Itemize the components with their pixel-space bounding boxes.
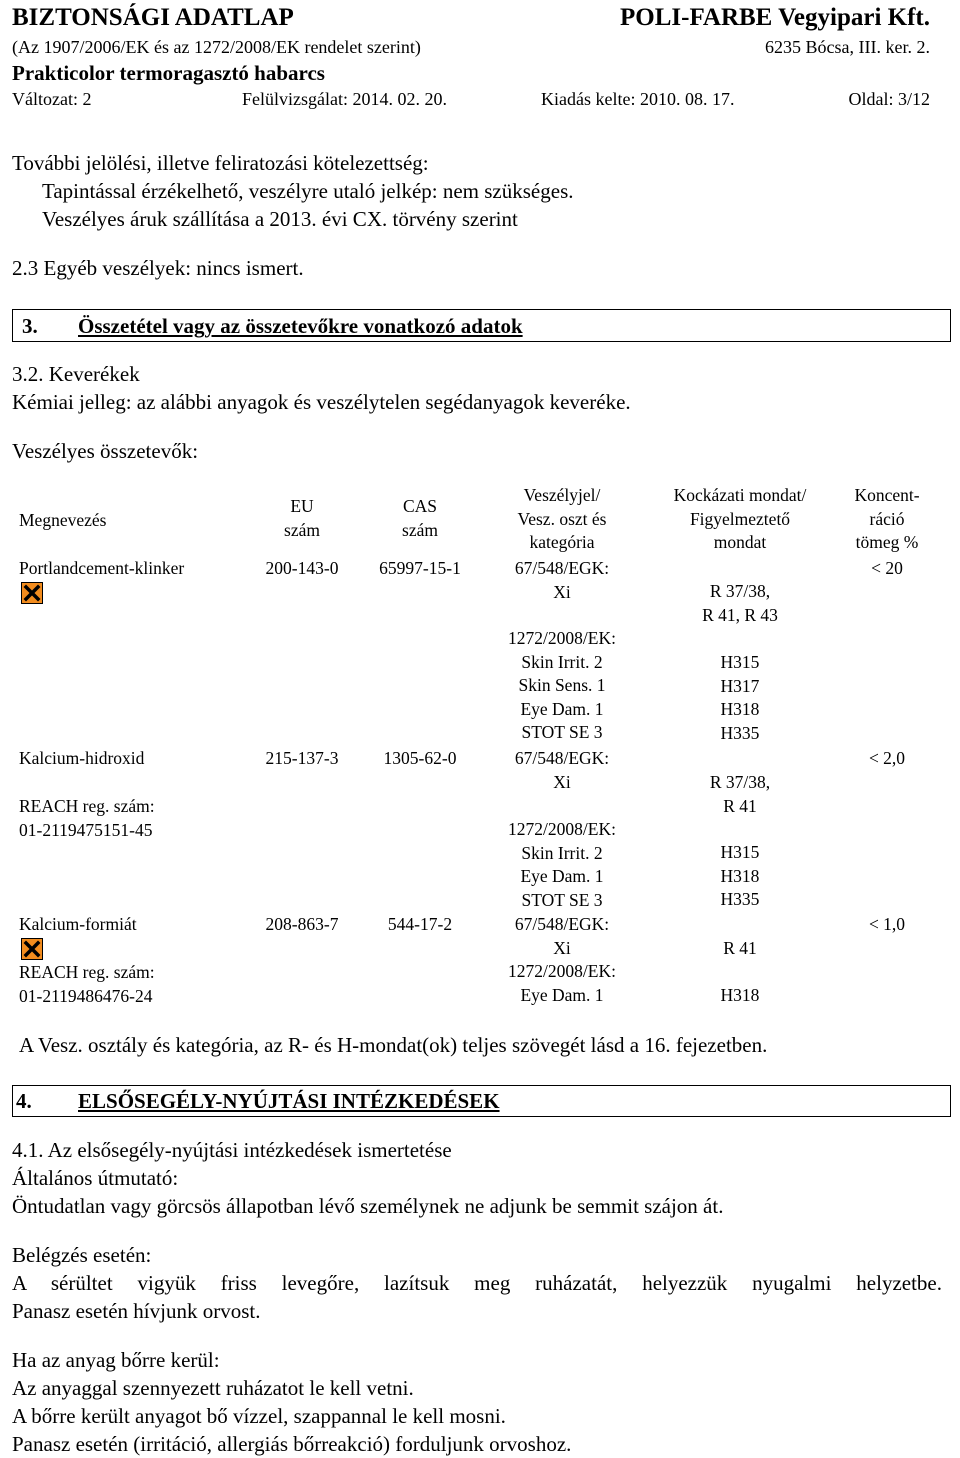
row1-cas: 65997-15-1 <box>379 558 461 578</box>
skin-contact-text-2: A bőrre került anyagot bő vízzel, szappannal le kell mosni. <box>12 1404 506 1428</box>
section4-number: 4. <box>16 1089 32 1113</box>
row1-name: Portlandcement-klinker <box>19 558 185 578</box>
revision-date: Felülvizsgálat: 2014. 02. 20. <box>242 89 447 109</box>
row1-h-phrases: H315 H317 H318 H335 <box>720 652 760 743</box>
row2-reach: REACH reg. szám: 01-2119475151-45 <box>19 796 155 840</box>
page-number: Oldal: 3/12 <box>848 89 930 109</box>
issue-date: Kiadás kelte: 2010. 08. 17. <box>541 89 735 109</box>
row3-h-phrases: H318 <box>720 985 760 1005</box>
row2-r-phrases: R 37/38, R 41 <box>709 772 771 816</box>
section3-number: 3. <box>22 314 38 338</box>
row1-class-eu: 67/548/EGK: Xi <box>514 558 610 602</box>
row2-name: Kalcium-hidroxid <box>19 748 145 768</box>
first-aid-subheading: 4.1. Az elsősegély-nyújtási intézkedések ismertetése <box>12 1138 452 1162</box>
skin-contact-text-1: Az anyaggal szennyezett ruházatot le kell vetni. <box>12 1376 414 1400</box>
row2-concentration: < 2,0 <box>868 748 906 768</box>
row1-eu: 200-143-0 <box>265 558 339 578</box>
row1-r-phrases: R 37/38, R 41, R 43 <box>702 581 778 625</box>
mixtures-heading: 3.2. Keverékek <box>12 362 140 386</box>
col-header-phrases: Kockázati mondat/ Figyelmeztető mondat <box>673 485 807 552</box>
regulation-note: (Az 1907/2006/EK és az 1272/2008/EK rendelet szerint) <box>12 37 421 57</box>
section4-title: ELSŐSEGÉLY-NYÚJTÁSI INTÉZKEDÉSEK <box>78 1089 500 1113</box>
section3-title: Összetétel vagy az összetevőkre vonatkozó adatok <box>78 314 523 338</box>
row1-concentration: < 20 <box>871 558 903 578</box>
doc-title: BIZTONSÁGI ADATLAP <box>12 4 294 31</box>
skin-contact-text-3: Panasz esetén (irritáció, allergiás bőrreakció) forduljunk orvoshoz. <box>12 1432 572 1456</box>
row2-cas: 1305-62-0 <box>383 748 457 768</box>
hazard-xi-icon <box>21 582 43 604</box>
row1-class-clp: 1272/2008/EK: Skin Irrit. 2 Skin Sens. 1 Eye Dam. 1 STOT SE 3 <box>508 628 616 742</box>
col-header-name: Megnevezés <box>19 510 107 530</box>
row2-class-clp: 1272/2008/EK: Skin Irrit. 2 Eye Dam. 1 STOT SE 3 <box>508 819 616 910</box>
row3-name: Kalcium-formiát <box>19 914 137 934</box>
chemical-nature: Kémiai jelleg: az alábbi anyagok és veszélytelen segédanyagok keveréke. <box>12 390 631 414</box>
version: Változat: 2 <box>12 89 92 109</box>
company-address: 6235 Bócsa, III. ker. 2. <box>765 37 930 57</box>
company-name: POLI-FARBE Vegyipari Kft. <box>620 4 930 31</box>
row3-concentration: < 1,0 <box>868 914 906 934</box>
col-header-concentration: Koncent- ráció tömeg % <box>854 485 920 552</box>
inhalation-label: Belégzés esetén: <box>12 1243 152 1267</box>
transport-law: Veszélyes áruk szállítása a 2013. évi CX. törvény szerint <box>42 207 518 231</box>
col-header-cas: CAS szám <box>402 496 438 540</box>
labelling-obligation: További jelölési, illetve feliratozási kötelezettség: <box>12 151 429 175</box>
hazard-xi-icon <box>21 938 43 960</box>
row3-cas: 544-17-2 <box>387 914 453 934</box>
inhalation-text: A sérültet vigyük friss levegőre, lazítsuk meg ruházatát, helyezzük nyugalmi helyzetbe. <box>12 1271 942 1295</box>
tactile-warning: Tapintással érzékelhető, veszélyre utaló jelkép: nem szükséges. <box>42 179 574 203</box>
general-guidance-label: Általános útmutató: <box>12 1166 179 1190</box>
col-header-class: Veszélyjel/ Vesz. oszt és kategória <box>517 485 607 552</box>
row3-r-phrases: R 41 <box>723 938 757 958</box>
row2-eu: 215-137-3 <box>265 748 339 768</box>
other-hazards: 2.3 Egyéb veszélyek: nincs ismert. <box>12 256 304 280</box>
row3-eu: 208-863-7 <box>265 914 339 934</box>
hazardous-components-label: Veszélyes összetevők: <box>12 439 199 463</box>
product-name: Prakticolor termoragasztó habarcs <box>12 61 325 85</box>
inhalation-text-2: Panasz esetén hívjunk orvost. <box>12 1299 261 1323</box>
skin-contact-label: Ha az anyag bőrre kerül: <box>12 1348 220 1372</box>
table-footnote: A Vesz. osztály és kategória, az R- és H-mondat(ok) teljes szövegét lásd a 16. fejezetben. <box>19 1033 768 1057</box>
general-guidance-text: Öntudatlan vagy görcsös állapotban lévő személynek ne adjunk be semmit szájon át. <box>12 1194 724 1218</box>
row2-h-phrases: H315 H318 H335 <box>720 842 760 909</box>
col-header-eu: EU szám <box>284 496 320 540</box>
row3-reach: REACH reg. szám: 01-2119486476-24 <box>19 962 155 1006</box>
row2-class-eu: 67/548/EGK: Xi <box>514 748 610 792</box>
row3-class: 67/548/EGK: Xi 1272/2008/EK: Eye Dam. 1 <box>508 914 616 1005</box>
